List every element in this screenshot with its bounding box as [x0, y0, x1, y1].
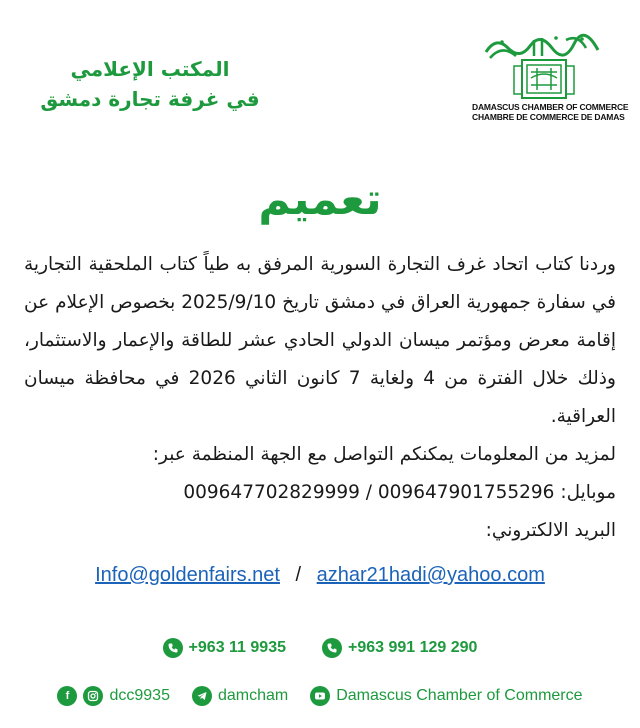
header — [0, 0, 640, 150]
mobile-row — [24, 474, 616, 512]
phone-row — [0, 638, 640, 658]
chamber-emblem-icon — [482, 30, 602, 102]
body-line-5: العراقية. — [550, 406, 616, 427]
media-office-line1: المكتب الإعلامي — [70, 57, 230, 81]
body-line-1: وردنا كتاب اتحاد غرف التجارة السورية المرفق به طياً كتاب الملحقية التجارية — [24, 254, 616, 275]
facebook-icon: f — [57, 686, 77, 706]
page-title: تعميم — [258, 174, 382, 225]
chamber-logo — [472, 30, 629, 122]
social-row — [0, 686, 640, 706]
youtube-channel: Damascus Chamber of Commerce — [336, 687, 583, 704]
body-line-3: إقامة معرض ومؤتمر ميسان الدولي الحادي عشر للطاقة والإعمار والاستثمار، — [24, 330, 616, 351]
youtube-icon — [310, 686, 330, 706]
social-youtube[interactable] — [310, 686, 582, 706]
media-office-heading — [30, 54, 270, 114]
email-link-yahoo[interactable]: azhar21hadi@yahoo.com — [316, 564, 545, 586]
social-telegram[interactable] — [192, 686, 288, 706]
body-line-4: وذلك خلال الفترة من 4 ولغاية 7 كانون الثاني 2026 في محافظة ميسان — [24, 368, 616, 389]
whatsapp-icon — [322, 638, 342, 658]
announcement-body — [24, 246, 616, 550]
phone-contact-1[interactable] — [322, 638, 477, 658]
social-facebook-instagram[interactable] — [57, 686, 170, 706]
instagram-icon — [83, 686, 103, 706]
media-office-line2: في غرفة تجارة دمشق — [40, 87, 260, 111]
whatsapp-icon — [163, 638, 183, 658]
phone-number-1: +963 991 129 290 — [347, 639, 478, 656]
telegram-icon — [192, 686, 212, 706]
body-line-2: في سفارة جمهورية العراق في دمشق تاريخ 2025/9/10 بخصوص الإعلام عن — [24, 292, 616, 313]
email-label: البريد الالكتروني: — [485, 520, 616, 541]
logo-french-name: CHAMBRE DE COMMERCE DE DAMAS — [472, 112, 625, 122]
telegram-handle: damcham — [217, 687, 289, 704]
phone-contact-2[interactable] — [163, 638, 286, 658]
email-separator: / — [295, 564, 302, 586]
mobile-label: موبايل: — [560, 482, 616, 503]
announcement-paragraph — [24, 246, 616, 436]
email-link-goldenfairs[interactable]: Info@goldenfairs.net — [95, 564, 280, 586]
contact-intro: لمزيد من المعلومات يمكنكم التواصل مع الجهة المنظمة عبر: — [152, 444, 616, 465]
logo-english-name: DAMASCUS CHAMBER OF COMMERCE — [472, 102, 629, 112]
mobile-numbers: 009647702829999 / 009647901755296 — [183, 482, 555, 503]
email-row — [0, 564, 640, 587]
social-handle: dcc9935 — [109, 687, 170, 704]
phone-number-2: +963 11 9935 — [188, 639, 286, 656]
